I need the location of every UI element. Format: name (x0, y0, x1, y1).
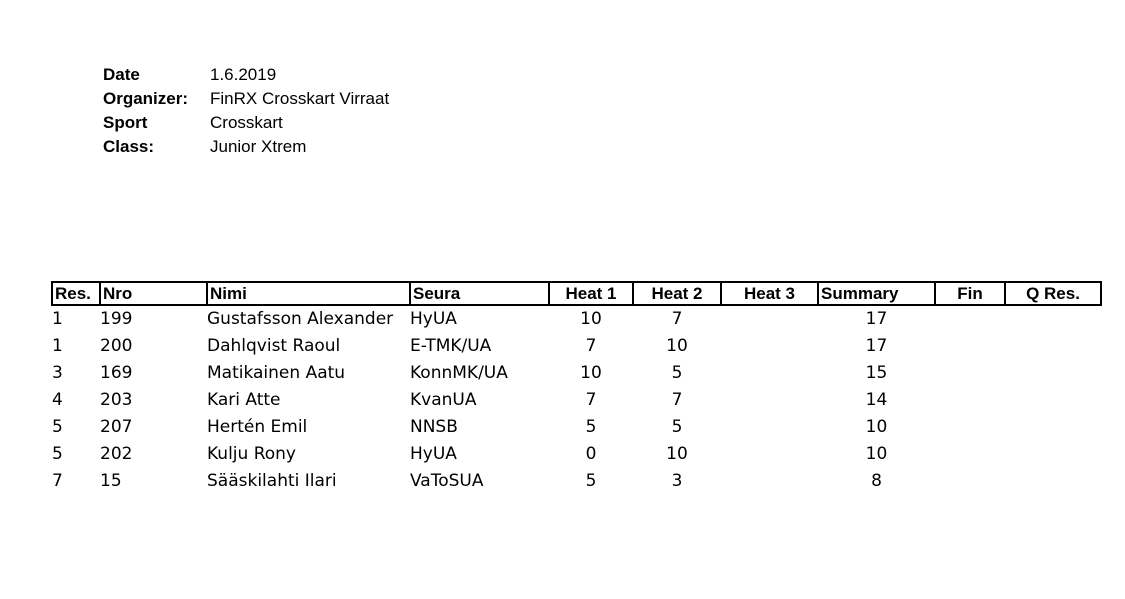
cell-fin (935, 305, 1005, 333)
cell-heat-2: 7 (671, 390, 683, 410)
cell-res: 3 (52, 363, 63, 383)
cell-res: 5 (52, 417, 63, 437)
cell-fin (935, 441, 1005, 468)
col-header-summary: Summary (818, 282, 935, 305)
cell-seura: HyUA (410, 444, 457, 464)
cell-heat-1: 5 (585, 471, 597, 491)
cell-seura: VaToSUA (410, 471, 484, 491)
cell-nimi: Dahlqvist Raoul (207, 336, 341, 356)
col-header-seura: Seura (410, 282, 549, 305)
cell-nimi: Kulju Rony (207, 444, 296, 464)
cell-heat-2: 3 (671, 471, 683, 491)
cell-heat-1: 7 (585, 390, 597, 410)
cell-heat-3 (721, 360, 818, 387)
cell-heat-2: 10 (666, 444, 688, 464)
cell-heat-1: 5 (585, 417, 597, 437)
table-row (52, 468, 1101, 495)
col-header-heat-2: Heat 2 (633, 282, 721, 305)
cell-q-res (1005, 333, 1101, 360)
cell-nimi: Matikainen Aatu (207, 363, 346, 383)
cell-fin (935, 387, 1005, 414)
cell-heat-3 (721, 414, 818, 441)
col-header-nro: Nro (100, 282, 207, 305)
cell-q-res (1005, 387, 1101, 414)
cell-nimi: Hertén Emil (207, 417, 308, 437)
table-row (52, 387, 1101, 414)
cell-nro: 199 (100, 309, 133, 329)
cell-nimi: Kari Atte (207, 390, 281, 410)
organizer-label: Organizer: (103, 89, 189, 108)
cell-q-res (1005, 441, 1101, 468)
cell-summary: 17 (865, 309, 888, 329)
cell-heat-3 (721, 305, 818, 333)
cell-nro: 169 (100, 363, 133, 383)
cell-res: 1 (52, 309, 63, 329)
table-row (52, 441, 1101, 468)
cell-nro: 202 (100, 444, 133, 464)
cell-heat-2: 7 (671, 309, 683, 329)
cell-heat-2: 5 (671, 417, 683, 437)
cell-q-res (1005, 305, 1101, 333)
cell-fin (935, 360, 1005, 387)
date-value: 1.6.2019 (210, 65, 277, 84)
cell-summary: 8 (871, 471, 882, 491)
cell-heat-1: 10 (580, 309, 602, 329)
col-header-res: Res. (52, 282, 100, 305)
cell-res: 1 (52, 336, 63, 356)
col-header-fin: Fin (935, 282, 1005, 305)
sport-label: Sport (103, 113, 148, 132)
cell-heat-3 (721, 333, 818, 360)
cell-fin (935, 414, 1005, 441)
results-table (51, 281, 1102, 495)
cell-heat-1: 7 (585, 336, 597, 356)
header-row (52, 282, 1101, 305)
cell-q-res (1005, 414, 1101, 441)
cell-seura: HyUA (410, 309, 457, 329)
cell-seura: KvanUA (410, 390, 477, 410)
cell-nro: 15 (100, 471, 122, 491)
cell-res: 4 (52, 390, 63, 410)
cell-summary: 14 (865, 390, 888, 410)
cell-nro: 203 (100, 390, 133, 410)
cell-heat-3 (721, 441, 818, 468)
cell-summary: 15 (865, 363, 888, 383)
table-row (52, 333, 1101, 360)
cell-heat-2: 5 (671, 363, 683, 383)
cell-nimi: Gustafsson Alexander (207, 309, 394, 329)
cell-seura: KonnMK/UA (410, 363, 508, 383)
col-header-nimi: Nimi (207, 282, 410, 305)
table-row (52, 305, 1101, 333)
cell-summary: 10 (865, 444, 888, 464)
col-header-heat-3: Heat 3 (721, 282, 818, 305)
class-value: Junior Xtrem (210, 137, 307, 156)
cell-heat-1: 0 (585, 444, 597, 464)
cell-nimi: Sääskilahti Ilari (207, 471, 337, 491)
class-label: Class: (103, 137, 155, 156)
date-label: Date (103, 65, 140, 84)
cell-q-res (1005, 468, 1101, 495)
organizer-value: FinRX Crosskart Virraat (210, 89, 390, 108)
cell-summary: 17 (865, 336, 888, 356)
cell-heat-2: 10 (666, 336, 688, 356)
cell-fin (935, 333, 1005, 360)
cell-seura: E-TMK/UA (410, 336, 492, 356)
table-row (52, 414, 1101, 441)
cell-heat-1: 10 (580, 363, 602, 383)
cell-nro: 200 (100, 336, 133, 356)
cell-seura: NNSB (410, 417, 458, 437)
cell-fin (935, 468, 1005, 495)
col-header-q-res: Q Res. (1005, 282, 1101, 305)
cell-summary: 10 (865, 417, 888, 437)
cell-heat-3 (721, 387, 818, 414)
cell-nro: 207 (100, 417, 133, 437)
sport-value: Crosskart (210, 113, 283, 132)
table-row (52, 360, 1101, 387)
cell-q-res (1005, 360, 1101, 387)
cell-res: 5 (52, 444, 63, 464)
cell-heat-3 (721, 468, 818, 495)
col-header-heat-1: Heat 1 (549, 282, 633, 305)
cell-res: 7 (52, 471, 63, 491)
